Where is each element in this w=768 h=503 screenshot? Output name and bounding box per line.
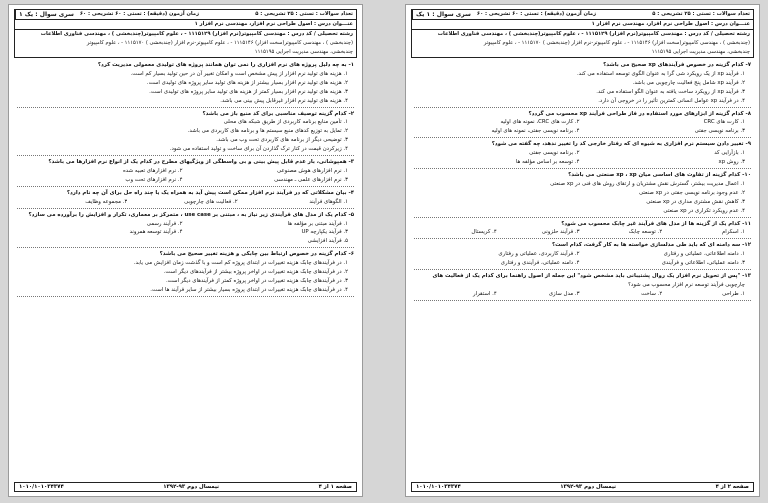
exam-code: ۱۰۱۰/۱۰۱۰۳۴۳۷۴ — [416, 484, 461, 490]
answer-option: ۴. زیرکردن قیمت در کنار ترک گذاردن آن برای ساخت و تولید استفاده می شود. — [169, 146, 348, 153]
major-line-3: چندبخشی، مهندسی مدیریت اجرایی ۱۱۱۵۱۹۵ — [254, 49, 353, 55]
question-text: ۵- کدام یک از مدل های فرآیندی زیر نیاز به ، مبتنی بر use case ، متمرکز بر معماری، تکرار و افزایش را برآورده می سازد؟ — [28, 211, 354, 218]
answer-option: ۴. استقرار — [472, 290, 497, 297]
answer-option: ۳. هزینه های تولید نرم افزار بسیار کمتر از هزینه های تولید سایر پروژه های تولیدی است. — [149, 88, 348, 95]
answer-option: ۴. برنامه نویسی جفتی، نمونه های اولیه — [491, 128, 580, 135]
question-divider — [17, 247, 354, 248]
answer-option — [17, 237, 183, 246]
answer-option: ۱. کارت های CRC — [703, 119, 745, 126]
answer-option: ۳. مجموعه وظایف — [85, 198, 128, 205]
answer-option: ۱. نرم افزارهای هوش مصنوعی — [276, 167, 348, 174]
question-count: تعداد سوالات : تستی : ۲۵ تشریحی : ۵ — [652, 11, 750, 17]
question-divider — [414, 107, 751, 108]
question-text: ۴- بیان مشکلاتی که در فرآیند نرم افزار ممکن است پیش آید به همراه یک یا چند راه حل برای آن چه نام دارد؟ — [66, 189, 354, 196]
question-text: ۱۲- سه دامنه ای که باید طی مدلسازی خواسته ها به کار گرفت، کدام است؟ — [551, 242, 751, 249]
question-text: ۱۰- کدام گزینه از تفاوت های اساسی میان xp ، xp صنعتی می باشد؟ — [568, 171, 751, 178]
page-footer — [14, 482, 357, 492]
question-divider — [414, 300, 751, 301]
page-header — [14, 9, 357, 58]
answer-option-row — [17, 198, 354, 207]
answer-option: ۳. دامنه عملیاتی، اطلاعاتی و فرآیندی — [661, 260, 745, 267]
answer-option: ۱. اعمال مدیریت بیشتر، گسترش نقش مشتریان و ارتقای روش های فنی در xp صنعتی — [550, 180, 745, 187]
answer-option: ۳. نرم افزارهای علمی ـ مهندسی — [274, 176, 348, 183]
major-line-2: (چندبخشی ) ، مهندسی کامپیوتر(سخت افزار) ۱۱۱۵۱۴۶ - ، علوم کامپیوتر-نرم افزار (چندبخشی ) ۱۱۱۵۱۷۰ - ، علوم کامپیوتر — [86, 40, 353, 46]
answer-option: ۱. تأمین منابع برنامه کاربردی از طریق شبکه های محلی — [223, 119, 348, 126]
answer-option: ۱. الگوهای فرآیند — [309, 198, 348, 205]
exam-time: زمان آزمون (دقیقه) : تستی : ۶۰ تشریحی : ۶۰ — [476, 11, 597, 17]
major-line-2: (چندبخشی ) ، مهندسی کامپیوتر(سخت افزار) ۱۱۱۵۱۴۶ - ، علوم کامپیوتر-نرم افزار (چندبخشی ) ۱۱۱۵۱۷۰ - ، علوم کامپیوتر — [483, 40, 750, 46]
question-divider — [17, 208, 354, 209]
answer-option: ۴. هزینه های تولید نرم افزار غیرقابل پیش بینی می باشد. — [220, 97, 348, 104]
answer-option: ۱. هزینه های تولید نرم افزار از پیش مشخص است و امکان تغییر آن در حین تولید بسیار کم است. — [130, 70, 348, 77]
question-series: سری سوال : یک ۱ — [15, 10, 77, 19]
answer-option: ۲. فرآیند کاربردی، عملیاتی و رفتاری — [498, 251, 580, 258]
answer-option-row — [17, 176, 354, 185]
question-text: ۱- به چه دلیل پروژه های نرم افزاری را نمی توان همانند پروژه های تولیدی معمولی مدیریت کرد؟ — [97, 62, 354, 68]
answer-option-row — [414, 127, 751, 136]
answer-option: ۲. برنامه نویسی جفتی — [529, 150, 580, 157]
answer-option: ۳. توضیحی دیگر از برنامه های کاربردی تحت وب می باشد. — [216, 137, 348, 144]
answer-option: ۱. اسکرام — [721, 229, 745, 236]
answer-option: ۳. در فرآیندهای چابک هزینه تغییرات در اواخر پروژه کمتر از فرآیندهای دیگر است. — [165, 277, 348, 284]
question-text: ۶- کدام گزینه در خصوص ارتباط بین چابکی و هزینه تغییر صحیح می باشد؟ — [159, 251, 354, 258]
answer-option: ۴. در فرآیندهای چابک هزینه تغییرات در ابتدای پروژه بسیار بیشتر از سایر فرآیند ها است. — [150, 286, 348, 293]
answer-option: ۳. روش xp — [718, 159, 745, 166]
answer-option: ۳. فرآیند حلزونی — [541, 229, 580, 236]
question-divider — [414, 238, 751, 239]
answer-option: ۱. طراحی — [722, 290, 745, 297]
question-divider — [17, 296, 354, 297]
question-text: ۹- تغییر دادن سیستم نرم افزاری به شیوه ای که رفتار خارجی کد را تغییر ندهد، چه گفته می شود؟ — [491, 141, 751, 148]
answer-option: ۴. نرم افزارهای تحت وب — [125, 176, 183, 183]
question-text: ۱۱- کدام یک از گزینه ها از مدل های فرآیند غیر چابک محسوب می شود؟ — [561, 220, 751, 227]
answer-option: ۲. فعالیت های چارچوبی — [184, 198, 238, 205]
answer-option: ۱. فرآیند xp از یک رویکرد شی گرا به عنوان الگوی توسعه استفاده می کند. — [576, 70, 745, 77]
answer-option: ۴. توسعه بر اساس مؤلفه ها — [515, 159, 580, 166]
answer-option: ۳. برنامه نویسی جفتی — [694, 128, 745, 135]
answer-option: ۲. عدم وجود برنامه نویسی جفتی در xp صنعتی — [638, 189, 745, 196]
answer-option: ۴. در فرآیند xp عوامل انسانی کمترین تأثیر را در خروجی آن دارد. — [598, 97, 745, 104]
answer-option: ۳. مدل سازی — [548, 290, 580, 297]
question-divider — [414, 168, 751, 169]
major-line: رشته تحصیلی / کد درس : مهندسی کامپیوتر(نرم افزار) ۱۱۱۵۱۲۹ - ، علوم کامپیوتر(چندبخشی ) ، مهندسی فناوری اطلاعات — [437, 31, 750, 37]
page-footer — [411, 482, 754, 492]
answer-option: ۴. کریستال — [471, 229, 497, 236]
answer-option: ۱. فرآیند مبتنی بر مؤلفه ها — [287, 220, 348, 227]
question-text: ۳- همپوشانی، بار عدم قابل پیش بینی و بی واسطگی از ویژگیهای مطرح در کدام یک از انواع نرم افزارها می باشد؟ — [48, 159, 354, 166]
exam-code: ۱۰۱۰/۱۰۱۰۳۴۳۷۴ — [19, 484, 64, 490]
answer-option-row — [17, 237, 354, 246]
answer-option: ۵. فرآیند افزایشی — [307, 238, 348, 245]
question-divider — [414, 137, 751, 138]
answer-option: ۲. فرآیند xp شامل پنج فعالیت چارچوبی می باشد. — [632, 79, 745, 86]
answer-option-row — [17, 220, 354, 229]
answer-option: ۲. هزینه های تولید نرم افزار بسیار بیشتر از هزینه های تولید سایر پروژه های تولیدی است. — [146, 79, 348, 86]
question-divider — [17, 186, 354, 187]
question-divider — [414, 217, 751, 218]
question-text: ۷- کدام گزینه در خصوص فرآیندهای xp صحیح می باشد؟ — [603, 62, 751, 68]
term-label: نیمسال دوم ۹۳-۱۳۹۲ — [163, 484, 220, 490]
answer-option-row — [414, 259, 751, 268]
question-text: ۱۳- "پس از تحویل نرم افزار یک روال پشتیبانی باید مشخص شود" این جمله از اصول راهنما برای کدام یک از فعالیت های — [432, 273, 751, 280]
answer-option: ۱. در فرآیندهای چابک هزینه تغییرات در ابتدای پروژه کم است و با گذشت زمان افزایش می یابد. — [133, 260, 348, 267]
answer-option-row — [414, 158, 751, 167]
question-divider — [17, 107, 354, 108]
answer-option-row — [414, 250, 751, 259]
answer-option: ۳. فرآیند یکپارچه UP — [301, 229, 348, 236]
answer-option-row — [414, 228, 751, 237]
page-number: صفحه ۱ از ۴ — [318, 484, 352, 490]
answer-option: ۴. دامنه عملیاتی، فرآیندی و رفتاری — [500, 260, 580, 267]
question-divider — [414, 269, 751, 270]
answer-option: ۲. توسعه چابک — [628, 229, 663, 236]
answer-option-row — [17, 167, 354, 176]
answer-option: ۱. بازآرایی کد — [714, 150, 745, 157]
page-header — [411, 9, 754, 58]
answer-option: ۲. در فرآیندهای چابک هزینه تغییرات در اواخر پروژه بیشتر از فرآیندهای دیگر است. — [163, 269, 348, 276]
term-label: نیمسال دوم ۹۳-۱۳۹۲ — [560, 484, 617, 490]
answer-option: ۲. نرم افزارهای تعبیه شده — [122, 167, 183, 174]
answer-option-row — [414, 290, 751, 299]
answer-option: ۴. عدم رویکرد تکراری در xp صنعتی — [663, 207, 745, 214]
exam-page-2 — [405, 4, 760, 497]
exam-time: زمان آزمون (دقیقه) : تستی : ۶۰ تشریحی : ۶۰ — [79, 11, 200, 17]
answer-option-row — [414, 149, 751, 158]
answer-option: ۳. کاهش نقش مشتری مداری در xp صنعتی — [646, 198, 745, 205]
answer-option: ۲. تمایل به توزیع کدهای منبع سیستم ها و برنامه های کاربردی می باشد. — [187, 128, 348, 135]
answer-option: ۴. فرآیند توسعه همروند — [129, 229, 183, 236]
answer-option: چارچوبی فرآیند توسعه نرم افزار محسوب می شود؟ — [628, 281, 745, 288]
answer-option: ۱. دامنه اطلاعاتی، عملیاتی و رفتاری — [663, 251, 745, 258]
course-title: عنـــوان درس : اصول طراحی نرم افزار، مهندسی نرم افزار ۱ — [194, 21, 353, 27]
course-title: عنـــوان درس : اصول طراحی نرم افزار، مهندسی نرم افزار ۱ — [591, 21, 750, 27]
question-text: ۸- کدام گزینه از ابزارهای مورد استفاده در فاز طراحی فرآیند xp محسوب می گردد؟ — [528, 110, 751, 117]
major-line: رشته تحصیلی / کد درس : مهندسی کامپیوتر(نرم افزار) ۱۱۱۵۱۲۹ - ، علوم کامپیوتر(چندبخشی ) ، مهندسی فناوری اطلاعات — [40, 31, 353, 37]
answer-option-row — [414, 118, 751, 127]
major-line-3: چندبخشی، مهندسی مدیریت اجرایی ۱۱۱۵۱۹۵ — [651, 49, 750, 55]
answer-option: ۲. فرآیند رسمی — [146, 220, 183, 227]
exam-page-1 — [8, 4, 363, 497]
answer-option-row — [17, 228, 354, 237]
answer-option: ۳. فرآیند xp از رویکرد ساخت یافته به عنوان الگو استفاده می کند. — [596, 88, 745, 95]
answer-option: ۲. ساخت — [641, 290, 663, 297]
questions-area — [414, 61, 751, 301]
question-count: تعداد سوالات : تستی : ۲۵ تشریحی : ۵ — [255, 11, 353, 17]
questions-area — [17, 61, 354, 297]
question-text: ۲- کدام گزینه توصیف مناسبی برای کد منبع باز می باشد؟ — [202, 110, 354, 117]
question-divider — [17, 155, 354, 156]
answer-option: ۲. کارت های CRC، نمونه های اولیه — [500, 119, 580, 126]
question-series: سری سوال : ۱ یک — [412, 10, 474, 19]
page-number: صفحه ۲ از ۴ — [715, 484, 749, 490]
